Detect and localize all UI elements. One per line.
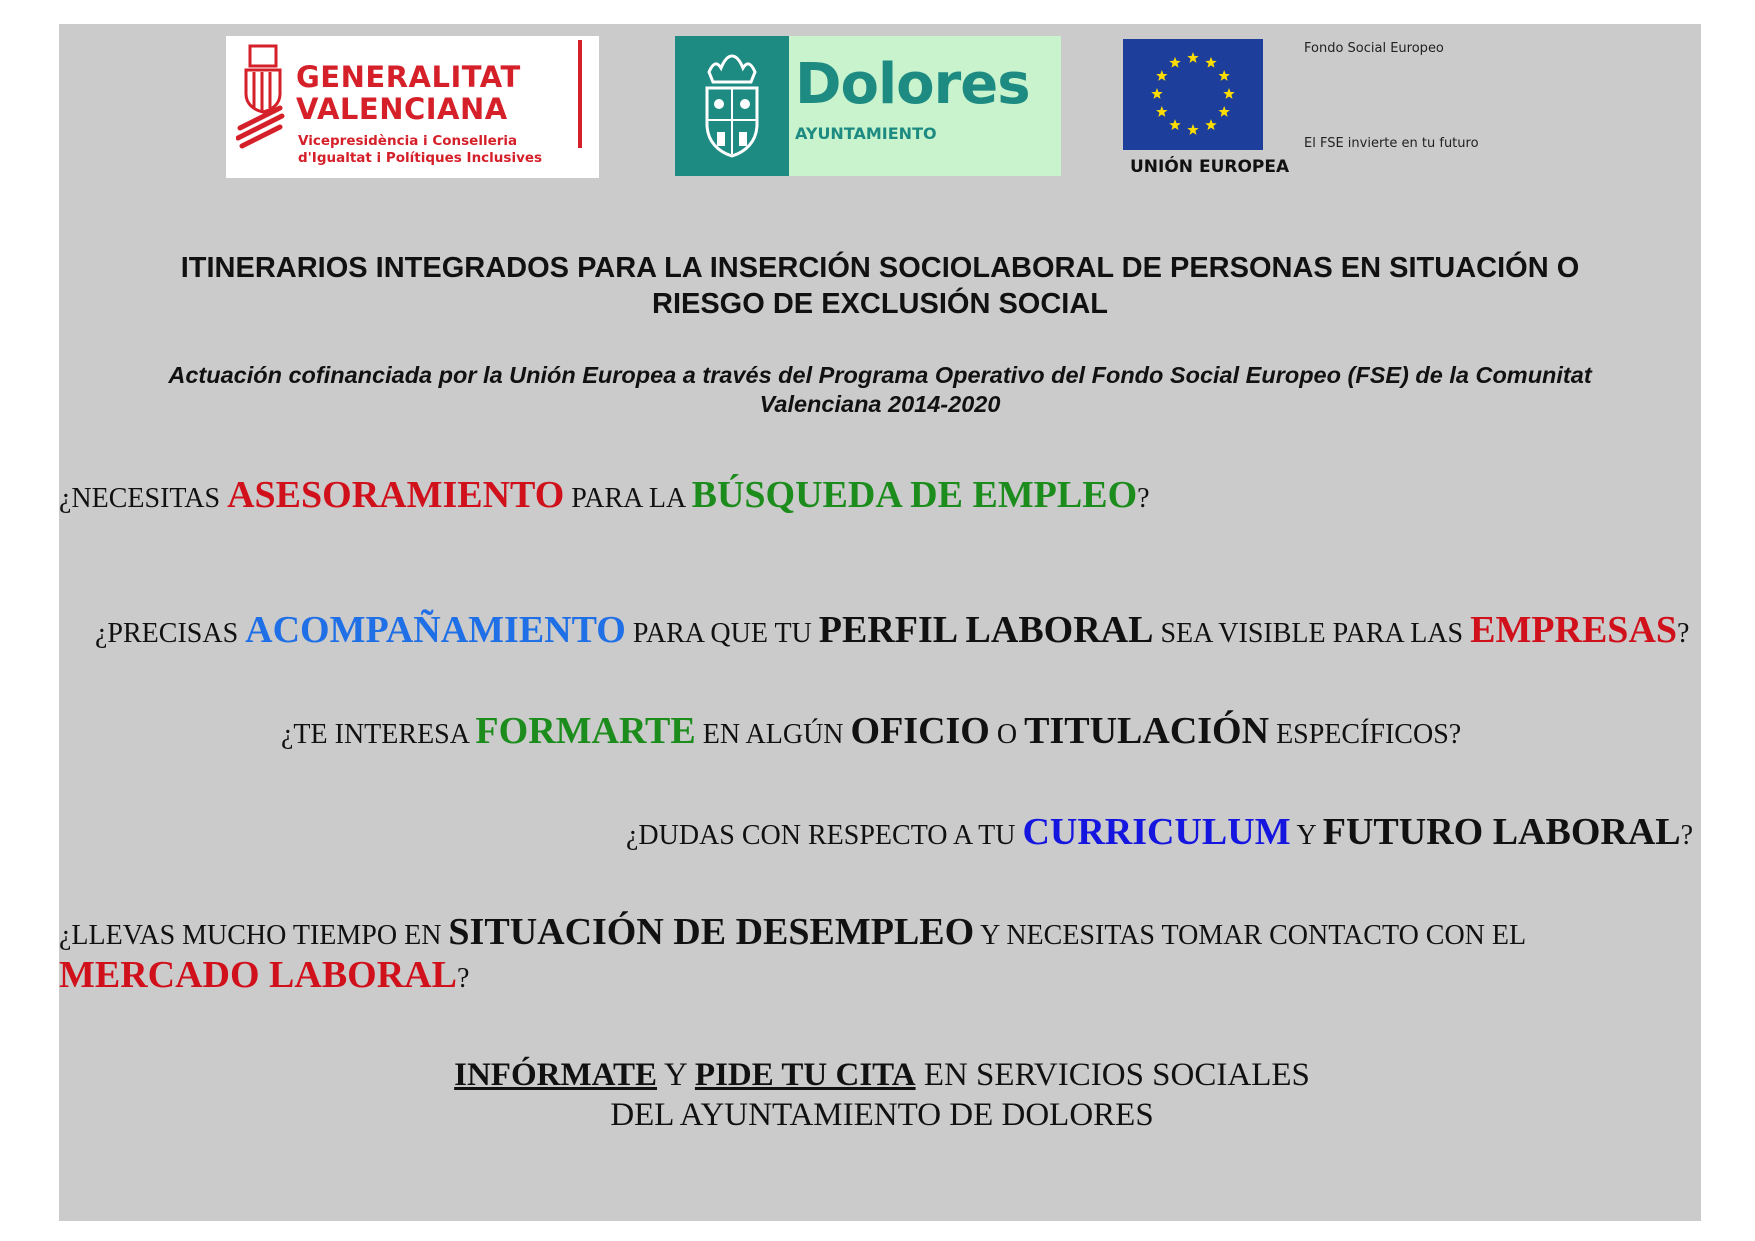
eu-star-icon [1205, 119, 1216, 130]
q3-highlight-formarte: FORMARTE [475, 710, 696, 752]
gva-department-line2: d'Igualtat i Polítiques Inclusives [298, 150, 543, 166]
main-title-line2: RIESGO DE EXCLUSIÓN SOCIAL [652, 288, 1108, 320]
dolores-logo [675, 36, 1061, 176]
q5-text-a: ¿LLEVAS MUCHO TIEMPO EN [59, 920, 449, 951]
eu-star-icon [1156, 106, 1167, 117]
cta-informate: INFÓRMATE [454, 1057, 658, 1093]
question-asesoramiento [59, 475, 1150, 519]
question-curriculum [626, 812, 1693, 856]
eu-star-icon [1156, 70, 1167, 81]
q3-highlight-titulacion: TITULACIÓN [1024, 710, 1270, 752]
eu-star-icon [1169, 57, 1180, 68]
q3-text-a: ¿TE INTERESA [281, 719, 476, 750]
eu-star-icon [1223, 88, 1234, 99]
q3-text-e: O [989, 719, 1025, 750]
q2-text-g: ? [1677, 618, 1690, 649]
q2-highlight-empresas: EMPRESAS [1470, 609, 1678, 651]
q1-text-a: ¿NECESITAS [59, 483, 228, 514]
eu-star-icon [1187, 52, 1198, 63]
q3-text-c: EN ALGÚN [695, 719, 851, 750]
eu-star-icon [1218, 106, 1229, 117]
question-formarte [281, 711, 1461, 755]
q1-text-c: PARA LA [564, 483, 692, 514]
cofinancing-note-line1: Actuación cofinanciada por la Unión Europea a través del Programa Operativo del Fondo Social Europeo (FSE) de la Comunitat [168, 362, 1592, 388]
q2-highlight-perfil: PERFIL LABORAL [818, 609, 1154, 651]
eu-star-icon [1187, 124, 1198, 135]
dolores-crest-icon [675, 36, 789, 176]
q1-highlight-asesoramiento: ASESORAMIENTO [227, 474, 565, 516]
q2-highlight-acompanamiento: ACOMPAÑAMIENTO [245, 609, 626, 651]
q4-highlight-futuro: FUTURO LABORAL [1322, 811, 1681, 853]
q2-text-e: SEA VISIBLE PARA LAS [1153, 618, 1471, 649]
eu-flag-icon [1123, 39, 1263, 150]
cta-line1 [300, 1055, 1464, 1095]
q1-text-e: ? [1137, 483, 1150, 514]
q4-text-e: ? [1680, 820, 1694, 851]
main-title [80, 250, 1680, 322]
eu-star-icon [1205, 57, 1216, 68]
q5-highlight-desempleo: SITUACIÓN DE DESEMPLEO [448, 911, 975, 953]
gva-name-line2: VALENCIANA [296, 92, 508, 126]
fse-slogan: El FSE invierte en tu futuro [1304, 136, 1479, 151]
q5-text-c: Y NECESITAS TOMAR CONTACTO CON EL [974, 920, 1527, 951]
cta-text-servicios: EN SERVICIOS SOCIALES [915, 1057, 1310, 1093]
gva-divider [578, 40, 582, 148]
main-title-line1: ITINERARIOS INTEGRADOS PARA LA INSERCIÓN SOCIOLABORAL DE PERSONAS EN SITUACIÓN O [180, 252, 1580, 284]
eu-label: UNIÓN EUROPEA [1130, 157, 1290, 177]
cta-text-y: Y [657, 1057, 695, 1093]
q3-text-g: ESPECÍFICOS? [1269, 719, 1462, 750]
q4-highlight-curriculum: CURRICULUM [1022, 811, 1291, 853]
cta-line2: DEL AYUNTAMIENTO DE DOLORES [610, 1097, 1154, 1133]
eu-star-icon [1169, 119, 1180, 130]
generalitat-emblem-icon [236, 40, 292, 152]
q2-text-c: PARA QUE TU [625, 618, 819, 649]
cofinancing-note [80, 361, 1680, 419]
q3-highlight-oficio: OFICIO [850, 710, 990, 752]
dolores-crest-panel [675, 36, 789, 176]
q2-text-a: ¿PRECISAS [95, 618, 246, 649]
eu-stars [1123, 39, 1263, 150]
dolores-subtitle: AYUNTAMIENTO [795, 124, 937, 143]
cta-pide-cita: PIDE TU CITA [694, 1057, 916, 1093]
q5-text-e: ? [456, 963, 470, 994]
question-desempleo-line2 [59, 955, 469, 999]
question-desempleo [59, 912, 1526, 956]
cofinancing-note-line2: Valenciana 2014-2020 [759, 391, 1001, 417]
q1-highlight-busqueda: BÚSQUEDA DE EMPLEO [691, 474, 1138, 516]
call-to-action [300, 1055, 1464, 1135]
fse-name: Fondo Social Europeo [1304, 41, 1444, 56]
eu-star-icon [1151, 88, 1162, 99]
q5-highlight-mercado: MERCADO LABORAL [59, 954, 457, 996]
question-acompanamiento [95, 610, 1689, 654]
dolores-title: Dolores [795, 52, 1030, 117]
gva-name-line1: GENERALITAT [296, 60, 521, 94]
q4-text-c: Y [1290, 820, 1323, 851]
generalitat-valenciana-logo [226, 36, 599, 178]
gva-department-line1: Vicepresidència i Conselleria [298, 133, 518, 149]
eu-star-icon [1218, 70, 1229, 81]
q4-text-a: ¿DUDAS CON RESPECTO A TU [626, 820, 1023, 851]
